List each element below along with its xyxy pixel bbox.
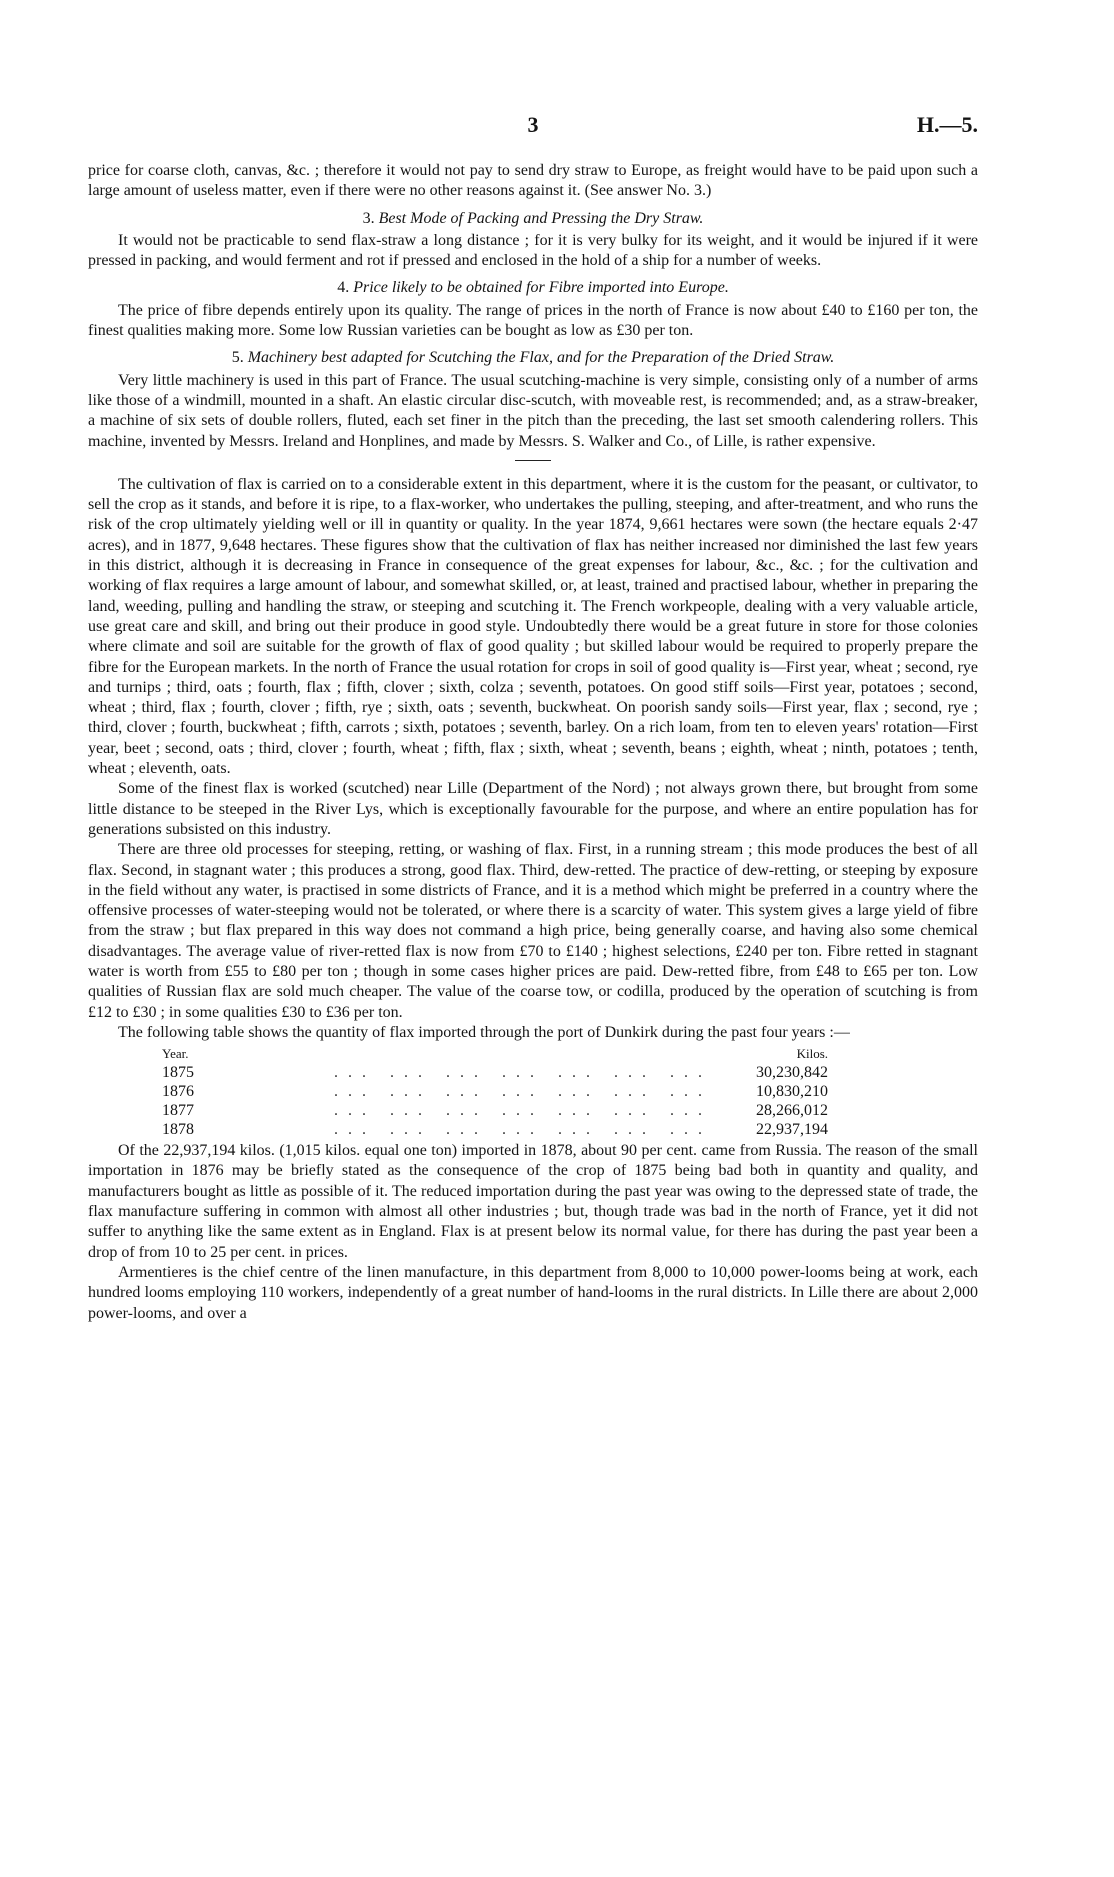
narrative-paragraph-1: The cultivation of flax is carried on to a considerable extent in this department, where it is the custom for the peasant, or cultivator, to sell the crop as it stands, and before it is ripe, to a flax-worker, who undertakes the pulling, steeping, and after-treatment, and who runs the risk of the crop ultimately yielding well or ill in quantity or quality. In the year 1874, 9,661 hectares were sown (the hectare equals 2·47 acres), and in 1877, 9,648 hectares. These figures show that the cultivation of flax has neither increased nor diminished the last few years in this district, although it is decreasing in France in consequence of the great expenses for labour, &c., &c. ; for the cultivation and working of flax requires a large amount of labour, and somewhat skilled, or, at least, trained and practised labour, whether in preparing the land, weeding, pulling and handling the straw, or steeping and scutching it. The French workpeople, dealing with a very valuable article, use great care and skill, and bring out their produce in good style. Undoubtedly there would be a great future in store for those colonies where climate and soil are suitable for the growth of flax of good quality ; but skilled labour would be required to properly prepare the fibre for the European markets. In the north of France the usual rotation for crops in soil of good quality is—First year, wheat ; second, rye and turnips ; third, oats ; fourth, flax ; fifth, clover ; sixth, colza ; seventh, potatoes. On good stiff soils—First year, potatoes ; second, wheat ; third, flax ; fourth, clover ; fifth, rye ; sixth, oats ; seventh, buckwheat. On poorish sandy soils—First year, flax ; second, rye ; third, clover ; fourth, buckwheat ; fifth, carrots ; sixth, potatoes ; seventh, barley. On a rich loam, from ten to eleven years' rotation—First year, beet ; second, oats ; third, clover ; fourth, wheat ; fifth, flax ; sixth, wheat ; seventh, beans ; eighth, wheat ; ninth, potatoes ; tenth, wheat ; eleventh, oats. [88, 475, 978, 778]
narrative-paragraph-5: Of the 22,937,194 kilos. (1,015 kilos. equal one ton) imported in 1878, about 90 per cent. came from Russia. The reason of the small importation in 1876 may be briefly stated as the consequence of the crop of 1875 being bad both in quantity and quality, and manufacturers bought as little as possible of it. The reduced importation during the past year was owing to the depressed state of trade, the flax manufacture suffering in common with almost all other industries ; but, though trade was bad in the north of France, yet it did not suffer to anything like the same extent as in England. Flax is at present below its normal value, for there has during the past year been a drop of from 10 to 25 per cent. in prices. [88, 1142, 978, 1261]
narrative-paragraph-3: There are three old processes for steeping, retting, or washing of flax. First, in a running stream ; this mode produces the best of all flax. Second, in stagnant water ; this produces a strong, good flax. Third, dew-retted. The practice of dew-retting, or steeping by exposure in the field without any water, is practised in some districts of France, and it is a method which might be preferred in a country where the offensive processes of water-steeping would not be tolerated, or where there is a scarcity of water. This system gives a large yield of fibre from the straw ; but flax prepared in this way does not command a high price, being generally coarse, and having also some chemical disadvantages. The average value of river-retted flax is now from £70 to £140 ; highest selections, £240 per ton. Fibre retted in stagnant water is worth from £55 to £80 per ton ; though in some cases higher prices are paid. Dew-retted fibre, from £48 to £65 per ton. Low qualities of Russian flax are sold much cheaper. The value of the coarse tow, or codilla, produced by the operation of scutching is from £12 to £30 ; in some qualities £30 to £36 per ton. [88, 841, 978, 1021]
section-divider [515, 460, 551, 461]
header-spacer [242, 1044, 718, 1063]
imports-table [162, 1044, 828, 1139]
table-row [162, 1101, 828, 1120]
row-year: 1876 [162, 1083, 194, 1101]
section-3-heading [88, 209, 978, 229]
leader-dots: ... ... ... ... ... ... ... [334, 1064, 712, 1082]
narrative-paragraph-2: Some of the finest flax is worked (scutched) near Lille (Department of the Nord) ; not always grown there, but brought from some little distance to be steeped in the River Lys, which is exceptionally favourable for the purpose, and where an entire population has for generations subsisted on this industry. [88, 780, 978, 838]
page-header [88, 112, 978, 142]
section-5-title: Machinery best adapted for Scutching the Flax, and for the Preparation of the Dried Straw. [247, 349, 835, 367]
row-kilos: 22,937,194 [756, 1121, 828, 1139]
row-year: 1875 [162, 1064, 194, 1082]
section-4-number: 4. [337, 279, 350, 297]
row-kilos: 10,830,210 [756, 1083, 828, 1101]
table-row [162, 1082, 828, 1101]
narrative-paragraph-4: The following table shows the quantity of flax imported through the port of Dunkirk during the past four years :— [118, 1023, 850, 1041]
row-kilos: 28,266,012 [756, 1102, 828, 1120]
page-number: 3 [527, 112, 539, 137]
document-code: H.—5. [916, 112, 978, 137]
section-3-number: 3. [362, 209, 375, 227]
table-row [162, 1120, 828, 1139]
section-3-text: It would not be practicable to send flax-straw a long distance ; for it is very bulky for its weight, and it would be injured if it were pressed in packing, and would ferment and rot if pressed and enclosed in the hold of a ship for a number of weeks. [88, 231, 978, 270]
section-5-text: Very little machinery is used in this part of France. The usual scutching-machine is very simple, consisting only of a number of arms like those of a windmill, mounted in a shaft. An elastic circular disc-scutch, with moveable rest, is recommended; and, as a straw-breaker, a machine of six sets of double rollers, fluted, each set finer in the pitch than the preceding, the last set smooth calendering rollers. This machine, invented by Messrs. Ireland and Honplines, and made by Messrs. S. Walker and Co., of Lille, is rather expensive. [88, 371, 978, 450]
leader-dots: ... ... ... ... ... ... ... [334, 1083, 712, 1101]
leader-dots: ... ... ... ... ... ... ... [334, 1121, 712, 1139]
section-3-title: Best Mode of Packing and Pressing the Dry Straw. [378, 209, 704, 227]
narrative-paragraph-6: Armentieres is the chief centre of the linen manufacture, in this department from 8,000 to 10,000 power-looms being at work, each hundred looms employing 110 workers, independently of a great number of hand-looms in the rural districts. In Lille there are about 2,000 power-looms, and over a [88, 1263, 978, 1322]
row-kilos: 30,230,842 [756, 1064, 828, 1082]
header-kilos: Kilos. [796, 1046, 828, 1062]
section-4-heading [88, 278, 978, 298]
section-4-title: Price likely to be obtained for Fibre imported into Europe. [353, 279, 729, 297]
table-row [162, 1063, 828, 1082]
section-5-heading [88, 348, 978, 368]
header-year: Year. [162, 1046, 189, 1062]
imports-table-header [162, 1044, 828, 1063]
section-4-text: The price of fibre depends entirely upon its quality. The range of prices in the north of France is now about £40 to £160 per ton, the finest qualities making more. Some low Russian varieties can be bought as low as £30 per ton. [88, 301, 978, 340]
row-year: 1878 [162, 1121, 194, 1139]
leader-dots: ... ... ... ... ... ... ... [334, 1102, 712, 1120]
intro-paragraph: price for coarse cloth, canvas, &c. ; therefore it would not pay to send dry straw to Europe, as freight would have to be paid upon such a large amount of useless matter, even if there were no other reasons against it. (See answer No. 3.) [88, 162, 978, 200]
section-5-number: 5. [231, 349, 244, 367]
page-body [88, 161, 978, 1324]
row-year: 1877 [162, 1102, 194, 1120]
